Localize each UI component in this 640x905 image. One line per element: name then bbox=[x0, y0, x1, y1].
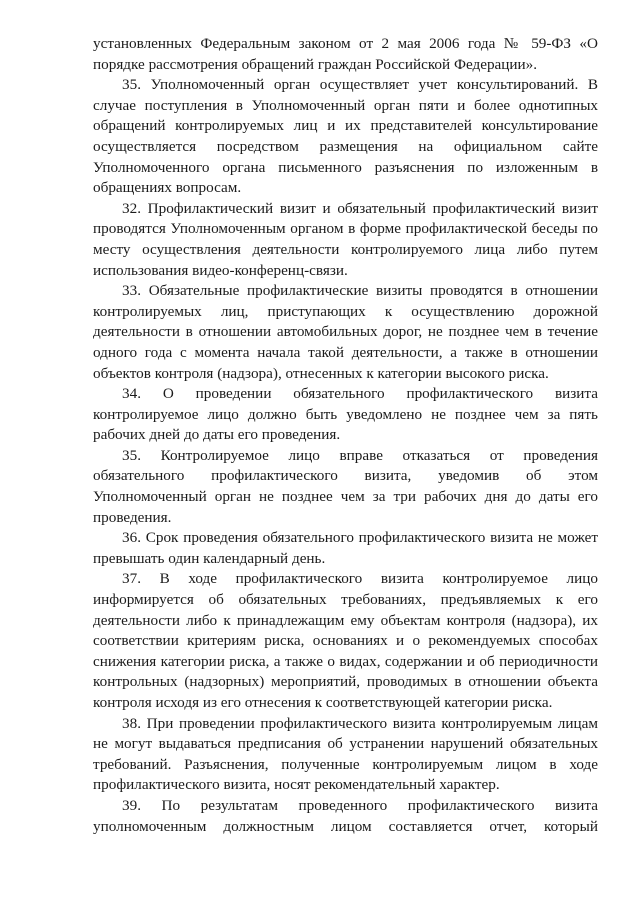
paragraph-32-preventive-visit-form: 32. Профилактический визит и обязательный профилактический визит проводятся Уполномоченным органом в форме профилактической беседы по месту осуществления деятельности контролируемого лица либо путем использования видео-конференц-связи. bbox=[93, 199, 598, 279]
paragraph-36-duration: 36. Срок проведения обязательного профилактического визита не может превышать один календарный день. bbox=[93, 529, 598, 567]
paragraph-35-consultation-records: 35. Уполномоченный орган осуществляет учет консультирований. В случае поступления в Уполномоченный орган пяти и более однотипных обращений контролируемых лиц и их представителей консультирование осуществляется посредством размещения на официальном сайте Уполномоченного органа письменного разъяснения по изложенным в обращениях вопросам. bbox=[93, 76, 598, 197]
paragraph-39-report: 39. По результатам проведенного профилактического визита уполномоченным должностным лицом составляется отчет, который bbox=[93, 796, 598, 835]
paragraph-continuation-59fz: установленных Федеральным законом от 2 мая 2006 года № 59-ФЗ «О порядке рассмотрения обращений граждан Российской Федерации». bbox=[93, 35, 598, 73]
paragraph-34-notification: 34. О проведении обязательного профилактического визита контролируемое лицо должно быть уведомлено не позднее чем за пять рабочих дней до даты его проведения. bbox=[93, 385, 598, 444]
paragraph-35-refusal: 35. Контролируемое лицо вправе отказаться от проведения обязательного профилактического визита, уведомив об этом Уполномоченный орган не позднее чем за три рабочих дня до даты его проведения. bbox=[93, 446, 598, 526]
paragraph-33-mandatory-visits: 33. Обязательные профилактические визиты проводятся в отношении контролируемых лиц, приступающих к осуществлению дорожной деятельности в отношении автомобильных дорог, не позднее чем в течение одного года с момента начала такой деятельности, а также в отношении объектов контроля (надзора), отнесенных к категории высокого риска. bbox=[93, 282, 598, 382]
paragraph-37-information: 37. В ходе профилактического визита контролируемое лицо информируется об обязательных требованиях, предъявляемых к его деятельности либо к принадлежащим ему объектам контроля (надзора), их соответствии критериям риска, основаниях и о рекомендуемых способах снижения категории риска, а также о видах, содержании и об периодичности контрольных (надзорных) мероприятий, проводимых в отношении объекта контроля исходя из его отнесения к соответствующей категории риска. bbox=[93, 570, 598, 711]
document-body bbox=[93, 34, 598, 837]
paragraph-38-no-prescriptions: 38. При проведении профилактического визита контролируемым лицам не могут выдаваться предписания об устранении нарушений обязательных требований. Разъяснения, полученные контролируемым лицом в ходе профилактического визита, носят рекомендательный характер. bbox=[93, 714, 598, 794]
